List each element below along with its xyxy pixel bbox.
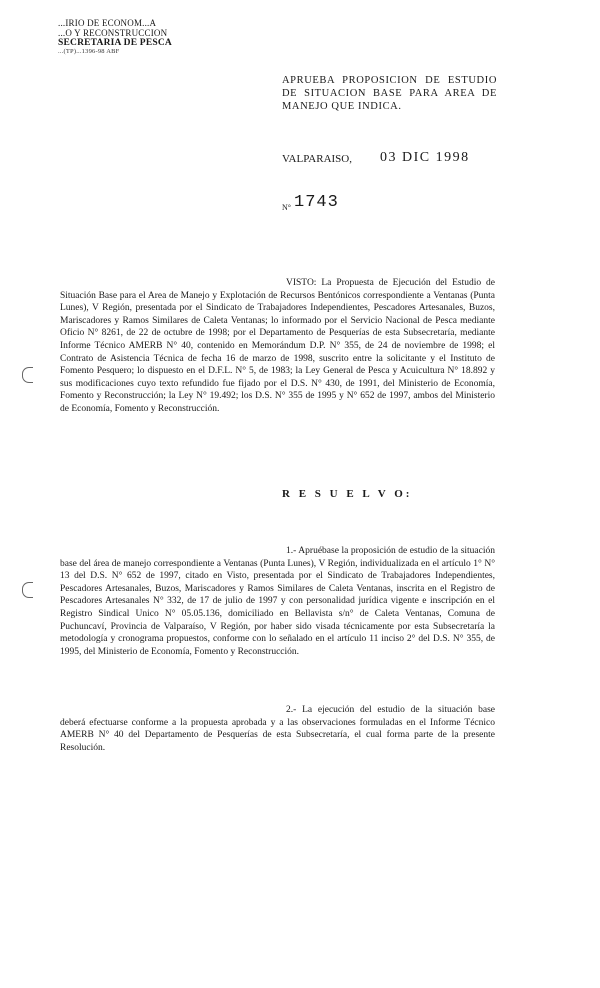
number-value: 1743 [294,193,339,212]
punch-hole-mark [22,582,33,598]
date-stamp: 03 DIC 1998 [380,150,470,165]
number-prefix: N° [282,203,291,212]
place-and-date [282,150,512,170]
letterhead [58,18,208,56]
resolution-number [282,193,402,217]
punch-hole-mark [22,367,33,383]
resolution-subject: APRUEBA PROPOSICION DE ESTUDIO DE SITUACION BASE PARA AREA DE MANEJO QUE INDICA. [282,75,497,112]
letterhead-reference: ...(TP)...1396-98 ABF [58,48,120,55]
place: VALPARAISO, [282,153,352,165]
resolution-item-2: 2.- La ejecución del estudio de la situación base deberá efectuarse conforme a la propuesta aprobada y a las observaciones formuladas en el Informe Técnico AMERB N° 40 del Departamento de Pesquerías de esta Subsecretaría, el cual forma parte de la presente Resolución. [60,705,495,753]
letterhead-ministry-cont: ...O Y RECONSTRUCCION [58,28,168,38]
resolution-item-1: 1.- Apruébase la proposición de estudio de la situación base del área de manejo correspondiente a Ventanas (Punta Lunes), V Región, individualizada en el artículo 1° N° 13 del D.S. N° 652 de 1997, citado en Visto, presentada por el Sindicato de Trabajadores Independientes, Pescadores Artesanales, Buzos, Mariscadores y Ramos Similares de Caleta Ventanas, inscrita en el Registro de Pescadores Artesanales N° 332, de 17 de julio de 1997 y con personalidad jurídica vigente e inscripción en el Registro Sindical Unico N° 05.05.136, domiciliado en Bellavista s/n° de Caleta Ventanas, Comuna de Puchuncaví, Provincia de Valparaíso, V Región, por haber sido visada técnicamente por esta Subsecretaría la metodología y cronograma propuestos, conforme con lo señalado en el artículo 11 inciso 2° del D.S. N° 355, de 1995, del Ministerio de Economía, Fomento y Reconstrucción. [60,546,495,657]
visto-paragraph: VISTO: La Propuesta de Ejecución del Estudio de Situación Base para el Area de Manejo y Explotación de Recursos Bentónicos correspondiente a Ventanas (Punta Lunes), V Región, presentada por el Sindicato de Trabajadores Independientes, Pescadores Artesanales, Buzos, Mariscadores y Ramos Similares de Caleta Ventanas; lo informado por el Servicio Nacional de Pesca mediante Oficio N° 8261, de 22 de octubre de 1998; por el Departamento de Pesquerías de esta Subsecretaría, mediante Informe Técnico AMERB N° 40, contenido en Memorándum D.P. N° 355, de 24 de noviembre de 1998; el Contrato de Asistencia Técnica de fecha 16 de marzo de 1998, suscrito entre la solicitante y el Instituto de Fomento Pesquero; lo dispuesto en el D.F.L. N° 5, de 1983; la Ley General de Pesca y Acuicultura N° 18.892 y sus modificaciones cuyo texto refundido fue fijado por el D.S. N° 430, de 1991, del Ministerio de Economía, Fomento y Reconstrucción; la Ley N° 19.492; los D.S. N° 355 de 1995 y N° 652 de 1997, ambos del Ministerio de Economía, Fomento y Reconstrucción. [60,278,495,414]
resuelvo-heading: R E S U E L V O: [282,488,413,500]
letterhead-subsecretaria: SECRETARIA DE PESCA [58,38,172,48]
letterhead-ministry: ...IRIO DE ECONOM...A [58,18,157,28]
